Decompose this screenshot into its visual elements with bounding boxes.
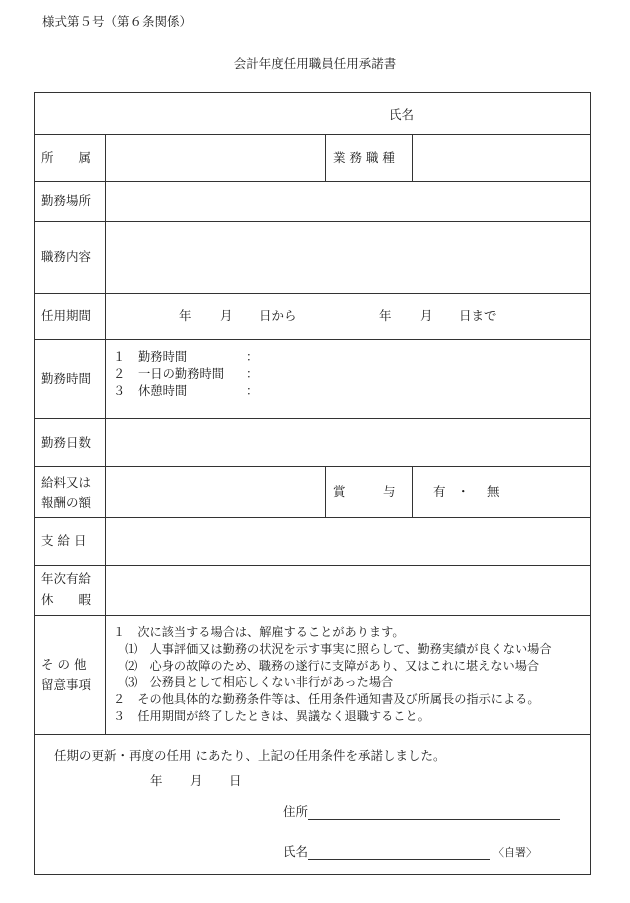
- acceptance-statement: 任期の更新・再度の任用 にあたり、上記の任用条件を承諾しました。: [54, 748, 446, 763]
- other-label-2: 留意事項: [41, 677, 92, 692]
- period-to-day: 日まで: [459, 308, 497, 323]
- period-label: 任用期間: [41, 308, 92, 323]
- list-item: ⑵ 心身の故障のため、職務の遂行に支障があり、又はこれに堪えない場合: [113, 658, 540, 673]
- leave-label-1: 年次有給: [41, 571, 92, 586]
- duties-field[interactable]: [106, 222, 590, 293]
- period-from-month: 月: [220, 308, 233, 323]
- row-divider: [34, 466, 591, 467]
- list-item: ２ その他具体的な勤務条件等は、任用条件通知書及び所属長の指示による。: [113, 692, 540, 707]
- row-divider: [34, 565, 591, 566]
- period-from-year: 年: [179, 308, 192, 323]
- period-to-year: 年: [379, 308, 392, 323]
- date-month: 月: [190, 773, 203, 788]
- row-divider: [34, 293, 591, 294]
- period-from-day: 日から: [259, 308, 297, 323]
- column-divider: [325, 134, 326, 181]
- job-type-field[interactable]: [413, 135, 590, 181]
- salary-label-2: 報酬の額: [41, 495, 92, 510]
- row-divider: [34, 339, 591, 340]
- bonus-separator: ・: [457, 484, 470, 499]
- affiliation-field[interactable]: [106, 135, 325, 181]
- affiliation-label: 所 属: [41, 150, 92, 165]
- list-item: １ 次に該当する場合は、解雇することがあります。: [113, 625, 405, 639]
- bonus-yes[interactable]: 有: [433, 484, 446, 499]
- leave-label-2: 休 暇: [41, 592, 92, 607]
- column-divider: [412, 466, 413, 517]
- job-type-label: 業 務 職 種: [333, 150, 395, 165]
- other-label-1: そ の 他: [41, 657, 87, 672]
- address-label: 住所: [283, 804, 309, 819]
- notes-list: [113, 624, 552, 725]
- form-title: 会計年度任用職員任用承諾書: [233, 56, 397, 71]
- row-divider: [34, 734, 591, 735]
- signature-name-label: 氏名: [283, 844, 309, 859]
- address-field[interactable]: [308, 819, 560, 820]
- list-item: ⑴ 人事評価又は勤務の状況を示す事実に照らして、勤務実績が良くない場合: [113, 641, 552, 656]
- list-item: ３ 休憩時間 ：: [113, 383, 259, 398]
- workplace-field[interactable]: [106, 182, 590, 221]
- work-days-field[interactable]: [106, 419, 590, 466]
- date-day: 日: [229, 773, 242, 788]
- duties-label: 職務内容: [41, 249, 92, 264]
- payday-label: 支 給 日: [41, 533, 87, 548]
- name-label: 氏名: [389, 107, 415, 122]
- signature-field[interactable]: [308, 859, 490, 860]
- work-days-label: 勤務日数: [41, 435, 92, 450]
- form-number: 様式第５号（第６条関係）: [42, 14, 193, 29]
- list-item: ⑶ 公務員として相応しくない非行があった場合: [113, 675, 394, 690]
- work-hours-list: [113, 349, 258, 399]
- payday-field[interactable]: [106, 518, 590, 565]
- row-divider: [34, 615, 591, 616]
- bonus-label: 賞 与: [333, 484, 396, 499]
- list-item: １ 勤務時間 ：: [113, 350, 259, 364]
- self-sign-note: 〈自署〉: [493, 846, 537, 859]
- work-hours-label: 勤務時間: [41, 371, 92, 386]
- list-item: ３ 任用期間が終了したときは、異議なく退職すること。: [113, 708, 430, 723]
- bonus-no[interactable]: 無: [487, 484, 500, 499]
- list-item: ２ 一日の勤務時間 ：: [113, 366, 259, 381]
- column-divider: [325, 466, 326, 517]
- period-to-month: 月: [420, 308, 433, 323]
- date-year: 年: [150, 773, 163, 788]
- workplace-label: 勤務場所: [41, 193, 92, 208]
- salary-label-1: 給料又は: [41, 475, 92, 490]
